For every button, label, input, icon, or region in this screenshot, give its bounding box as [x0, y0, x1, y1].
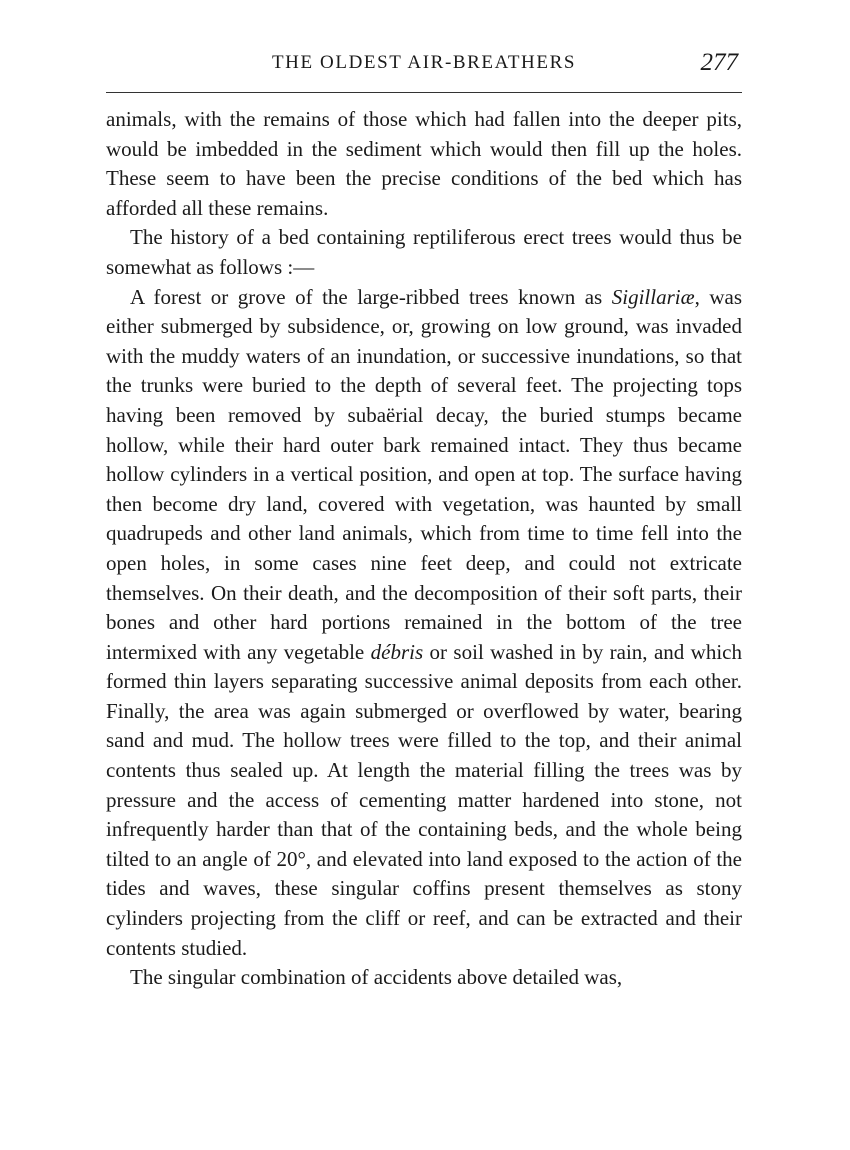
- paragraph: [106, 283, 742, 964]
- paragraph-text: or soil washed in by rain, and which formed thin layers separating successive animal deposits from each other. Finally, the area was again submerged or overflowed by water, bearing sand and mud. The hollow trees were filled to the top, and their animal contents thus sealed up. At length the material filling the trees was by pressure and the access of cementing matter hardened into stone, not infrequently harder than that of the containing beds, and the whole being tilted to an angle of 20°, and elevated into land exposed to the action of the tides and waves, these singular coffins present themselves as stony cylinders projecting from the cliff or reef, and can be extracted and their contents studied.: [106, 639, 742, 960]
- italic-term-sigillariae: Sigillariæ: [611, 284, 695, 309]
- italic-term-debris: débris: [370, 639, 424, 664]
- body-text: [106, 105, 742, 993]
- paragraph-text: A forest or grove of the large-ribbed trees known as: [130, 284, 612, 309]
- running-title: THE OLDEST AIR-BREATHERS: [271, 52, 577, 73]
- paragraph-text: The history of a bed containing reptiliferous erect trees would thus be somewhat as follows :—: [106, 225, 742, 279]
- paragraph-text: , was either submerged by subsidence, or, growing on low ground, was invaded with the muddy waters of an inundation, or successive inundations, so that the trunks were buried to the depth of several feet. The projecting tops having been removed by subaërial decay, the buried stumps became hollow, while their hard outer bark remained intact. They thus became hollow cylinders in a vertical position, and open at top. The surface having then become dry land, covered with vegetation, was haunted by small quadrupeds and other land animals, which from time to time fell into the open holes, in some cases nine feet deep, and could not extricate themselves. On their death, and the decomposition of their soft parts, their bones and other hard portions remained in the bottom of the tree intermixed with any vegetable: [106, 284, 742, 664]
- page-header: [106, 50, 742, 80]
- paragraph: [106, 963, 742, 993]
- page-number: 277: [700, 49, 738, 76]
- paragraph: [106, 105, 742, 223]
- paragraph-text: The singular combination of accidents above detailed was,: [130, 965, 623, 990]
- header-rule: [106, 92, 742, 93]
- paragraph: [106, 223, 742, 282]
- paragraph-text: animals, with the remains of those which had fallen into the deeper pits, would be imbedded in the sediment which would then fill up the holes. These seem to have been the precise conditions of the bed which has afforded all these remains.: [106, 107, 742, 220]
